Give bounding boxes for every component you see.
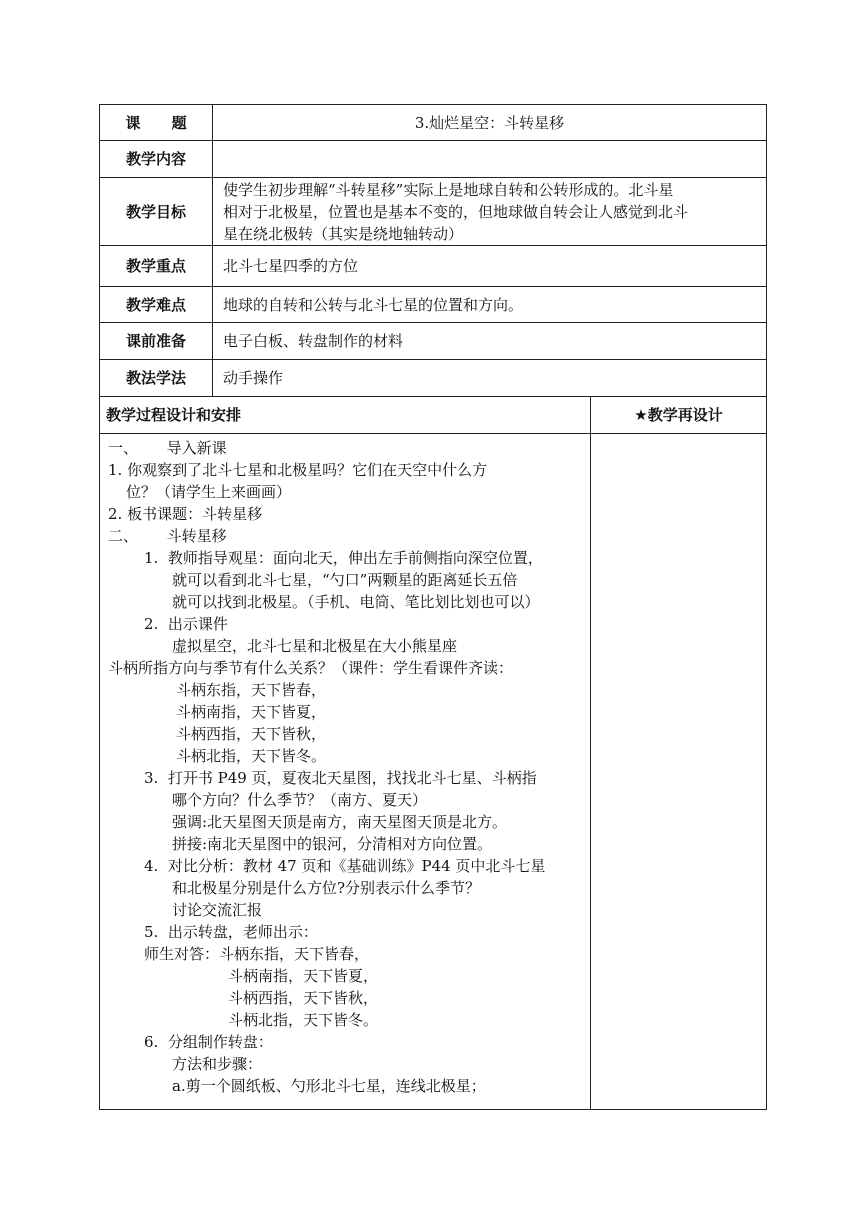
process-line: 方法和步骤： xyxy=(172,1055,263,1073)
process-body xyxy=(100,434,591,1110)
objectives-line: 使学生初步理解“斗转星移”实际上是地球自转和公转形成的。北斗星 xyxy=(223,180,674,199)
row-difficulties xyxy=(100,287,767,323)
label-key-points: 教学重点 xyxy=(100,246,213,287)
process-line: 斗柄南指，天下皆夏， xyxy=(176,703,327,721)
process-line: 就可以找到北极星。（手机、电筒、笔比划比划也可以） xyxy=(172,593,540,611)
label-methods: 教法学法 xyxy=(100,360,213,397)
process-line: 斗柄南指，天下皆夏， xyxy=(228,967,379,985)
value-content xyxy=(213,141,767,178)
process-line: 位？（请学生上来画画） xyxy=(126,483,292,501)
value-key-points: 北斗七星四季的方位 xyxy=(213,246,767,287)
process-line: 3. 打开书 P49 页，夏夜北天星图，找找北斗七星、斗柄指 xyxy=(144,769,537,787)
value-preparation: 电子白板、转盘制作的材料 xyxy=(213,323,767,360)
process-line: 5. 出示转盘，老师出示： xyxy=(144,923,318,941)
value-difficulties: 地球的自转和公转与北斗七星的位置和方向。 xyxy=(213,287,767,323)
label-content: 教学内容 xyxy=(100,141,213,178)
row-objectives xyxy=(100,178,767,246)
process-line: 讨论交流汇报 xyxy=(172,901,263,919)
process-line: 拼接:南北天星图中的银河，分清相对方向位置。 xyxy=(172,835,493,853)
process-line: 2. 出示课件 xyxy=(144,615,228,633)
process-line: 二、 斗转星移 xyxy=(108,527,227,545)
process-line: 斗柄东指，天下皆春， xyxy=(176,681,327,699)
row-title xyxy=(100,105,767,141)
process-line: 4. 对比分析：教材 47 页和《基础训练》P44 页中北斗七星 xyxy=(144,857,546,875)
objectives-line: 相对于北极星，位置也是基本不变的，但地球做自转会让人感觉到北斗 xyxy=(223,202,689,221)
process-line: 师生对答：斗柄东指，天下皆春， xyxy=(144,945,370,963)
row-process-header xyxy=(100,397,767,434)
process-line: 2. 板书课题：斗转星移 xyxy=(108,505,263,523)
process-line: 斗柄北指，天下皆冬。 xyxy=(176,747,327,765)
process-line: 强调:北天星图天顶是南方，南天星图天顶是北方。 xyxy=(172,813,508,831)
row-key-points xyxy=(100,246,767,287)
objectives-line: 星在绕北极转（其实是绕地轴转动） xyxy=(223,224,464,243)
process-line: 1. 教师指导观星：面向北天，伸出左手前侧指向深空位置， xyxy=(144,549,543,567)
redesign-body xyxy=(591,434,767,1110)
value-methods: 动手操作 xyxy=(213,360,767,397)
process-header: 教学过程设计和安排 xyxy=(100,397,591,434)
process-line: 斗柄所指方向与季节有什么关系？（课件：学生看课件齐读： xyxy=(108,659,514,677)
row-content xyxy=(100,141,767,178)
row-preparation xyxy=(100,323,767,360)
value-objectives xyxy=(213,178,767,246)
process-line: 虚拟星空，北斗七星和北极星在大小熊星座 xyxy=(172,637,458,655)
process-line: 斗柄北指，天下皆冬。 xyxy=(228,1011,379,1029)
process-line: 哪个方向？什么季节？（南方、夏天） xyxy=(172,791,428,809)
redesign-header: ★教学再设计 xyxy=(591,397,767,434)
row-process-body xyxy=(100,434,767,1110)
process-line: 斗柄西指，天下皆秋， xyxy=(228,989,379,1007)
process-line: a.剪一个圆纸板、勺形北斗七星，连线北极星； xyxy=(172,1077,486,1095)
label-difficulties: 教学难点 xyxy=(100,287,213,323)
label-title: 课 题 xyxy=(100,105,213,141)
label-objectives: 教学目标 xyxy=(100,178,213,246)
lesson-plan-table xyxy=(99,104,767,1110)
process-line: 1. 你观察到了北斗七星和北极星吗？它们在天空中什么方 xyxy=(108,461,488,479)
process-line: 就可以看到北斗七星，“勺口”两颗星的距离延长五倍 xyxy=(172,571,518,589)
process-line: 6. 分组制作转盘： xyxy=(144,1033,273,1051)
value-title: 3.灿烂星空：斗转星移 xyxy=(213,105,767,141)
process-line: 斗柄西指，天下皆秋， xyxy=(176,725,327,743)
process-line: 一、 导入新课 xyxy=(108,439,227,457)
row-methods xyxy=(100,360,767,397)
label-preparation: 课前准备 xyxy=(100,323,213,360)
process-line: 和北极星分别是什么方位?分别表示什么季节？ xyxy=(172,879,481,897)
